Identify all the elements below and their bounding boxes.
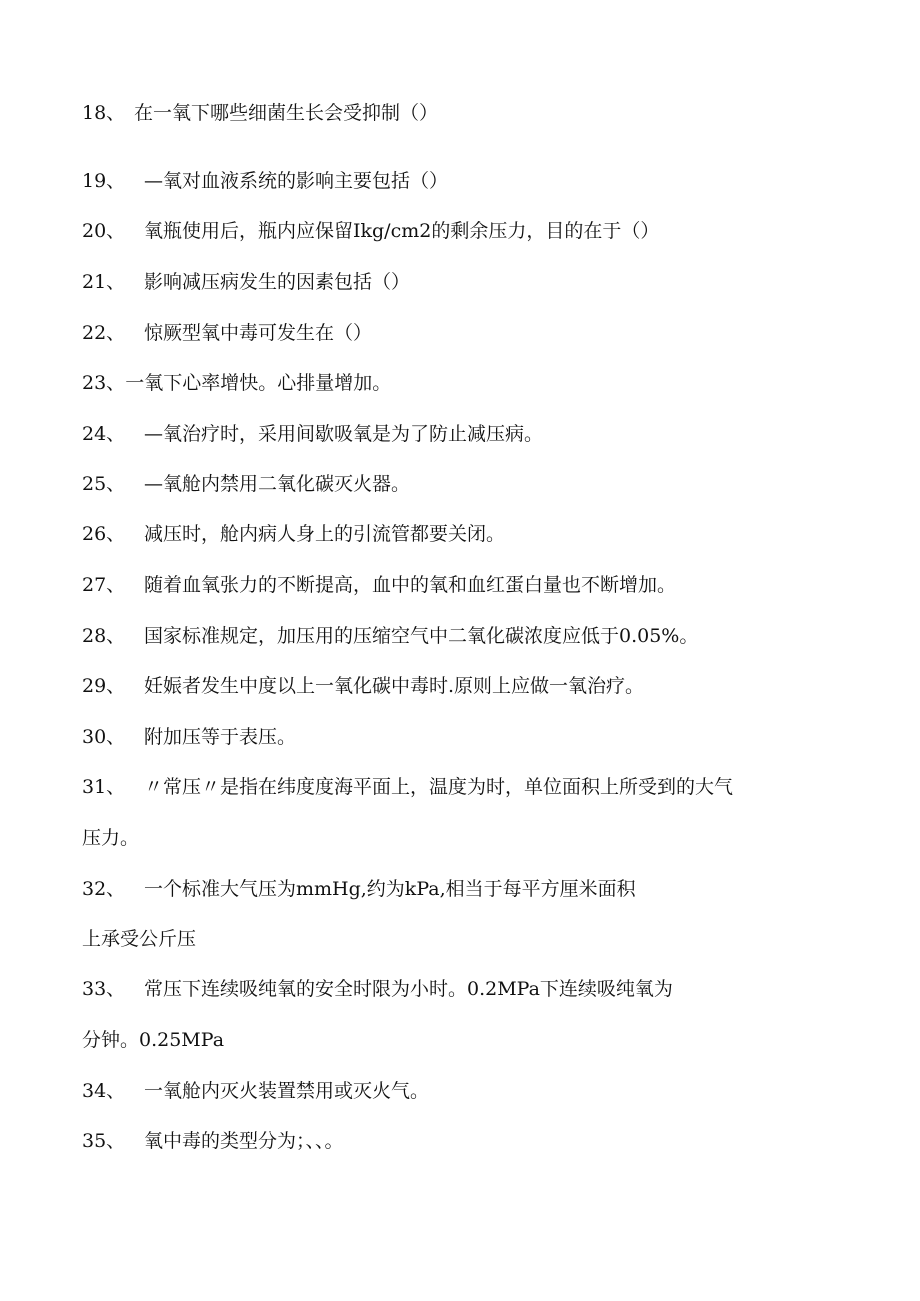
question-number: 19、 [82,170,126,192]
question-number: 22、 [82,322,126,344]
question-number: 26、 [82,523,126,545]
question-text: 氧瓶使用后，瓶内应保留Ikg/cm2的剩余压力，目的在于（） [144,220,660,242]
question-18 [82,101,438,125]
question-text-continuation: 压力。 [82,827,140,849]
question-text: —氧治疗时，采用间歇吸氧是为了防止减压病。 [144,423,544,445]
question-text: 附加压等于表压。 [144,726,297,748]
question-text: 一氧下心率增快。心排量增加。 [125,372,392,394]
question-number: 18、 [82,102,126,124]
question-number: 34、 [82,1080,126,1102]
question-number: 33、 [82,978,126,1000]
question-number: 27、 [82,574,126,596]
question-24 [82,422,543,446]
question-27 [82,573,676,597]
question-text: 减压时，舱内病人身上的引流管都要关闭。 [144,523,506,545]
question-text: —氧对血液系统的影响主要包括（） [144,170,449,192]
question-number: 32、 [82,878,126,900]
question-text: —氧舱内禁用二氧化碳灭火器。 [144,473,411,495]
question-text: 一个标准大气压为mmHg,约为kPa,相当于每平方厘米面积 [144,878,636,900]
question-number: 28、 [82,625,126,647]
question-number: 21、 [82,271,126,293]
question-21 [82,270,410,294]
question-number: 30、 [82,726,126,748]
question-31-continuation [82,826,139,850]
question-32-continuation [82,927,196,951]
question-text-continuation: 上承受公斤压 [82,928,197,950]
question-20 [82,219,659,243]
question-number: 24、 [82,423,126,445]
question-text: 氧中毒的类型分为；、、。 [144,1130,344,1152]
question-text: 影响减压病发生的因素包括（） [144,271,411,293]
question-30 [82,725,296,749]
question-text: 国家标准规定，加压用的压缩空气中二氧化碳浓度应低于0.05%。 [144,625,699,647]
question-text: 一氧舱内灭火装置禁用或灭火气。 [144,1080,430,1102]
question-31 [82,775,733,799]
question-33-continuation [82,1028,224,1052]
question-text: 随着血氧张力的不断提高，血中的氧和血红蛋白量也不断增加。 [144,574,677,596]
question-33 [82,977,673,1001]
question-29 [82,674,644,698]
question-text: 在一氧下哪些细菌生长会受抑制（） [134,102,439,124]
question-number: 20、 [82,220,126,242]
question-text: 妊娠者发生中度以上一氧化碳中毒时.原则上应做一氧治疗。 [144,675,645,697]
question-35 [82,1129,344,1153]
question-number: 25、 [82,473,126,495]
question-text-continuation: 分钟。0.25MPa [82,1029,225,1051]
question-32 [82,877,636,901]
question-number: 29、 [82,675,126,697]
question-22 [82,321,372,345]
question-number: 23、 [82,372,126,394]
question-number: 35、 [82,1130,126,1152]
question-25 [82,472,410,496]
question-19 [82,169,448,193]
question-28 [82,624,698,648]
question-text: 〃常压〃是指在纬度度海平面上，温度为时，单位面积上所受到的大气 [144,776,734,798]
question-26 [82,522,505,546]
question-number: 31、 [82,776,126,798]
question-23 [82,371,391,395]
question-34 [82,1079,429,1103]
question-text: 惊厥型氧中毒可发生在（） [144,322,373,344]
question-text: 常压下连续吸纯氧的安全时限为小时。0.2MPa下连续吸纯氧为 [144,978,673,1000]
